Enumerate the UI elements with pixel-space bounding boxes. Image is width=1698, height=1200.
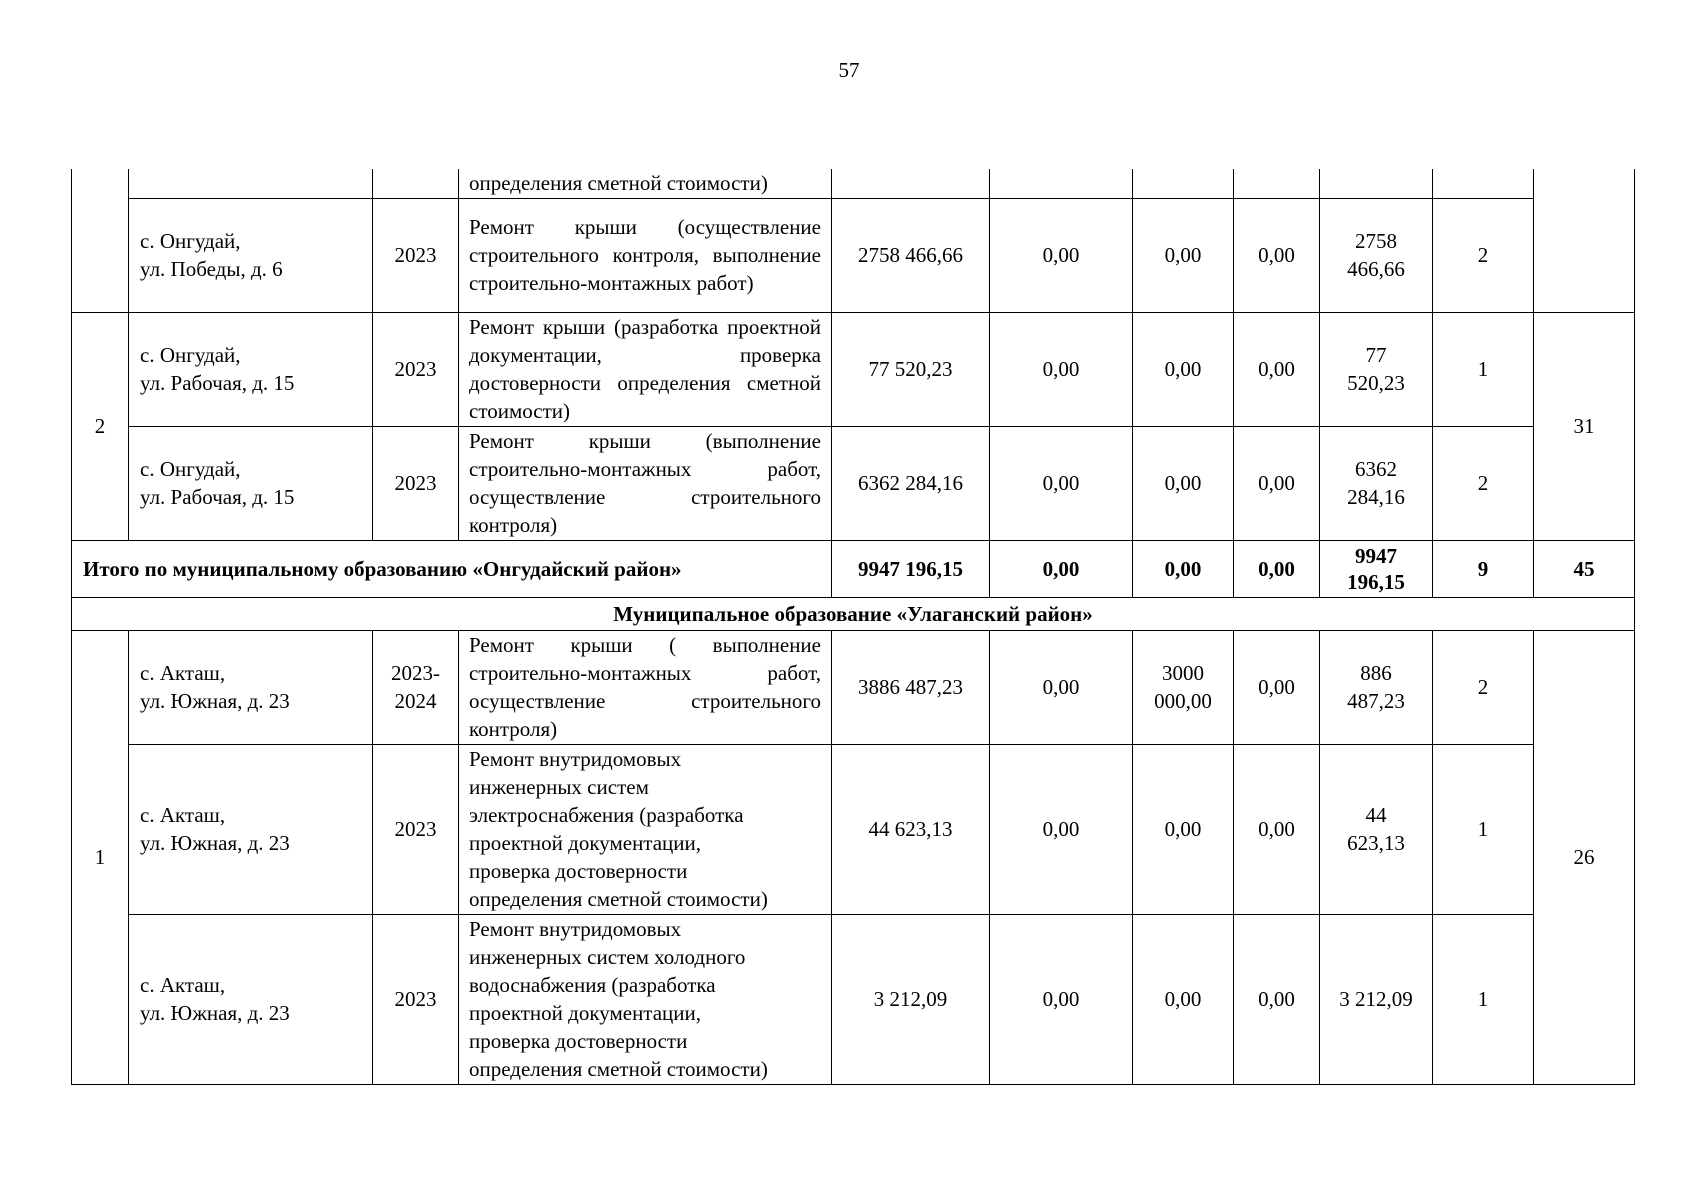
stage-cell: 9: [1433, 540, 1534, 597]
stage-cell: 1: [1433, 914, 1534, 1084]
region-budget-cell: 3000 000,00: [1133, 630, 1234, 744]
total-cost-cell: 44 623,13: [832, 744, 990, 914]
stage-cell: 2: [1433, 630, 1534, 744]
owners-funds-cell: 6362 284,16: [1320, 426, 1433, 540]
year-cell: 2023- 2024: [373, 630, 459, 744]
local-budget-cell: 0,00: [1234, 426, 1320, 540]
local-budget-cell: 0,00: [1234, 914, 1320, 1084]
owners-funds-cell: 2758 466,66: [1320, 198, 1433, 312]
apartments-cell: 31: [1534, 312, 1635, 540]
region-budget-cell: 0,00: [1133, 540, 1234, 597]
row-number-cell: [72, 169, 129, 312]
apartments-cell: 45: [1534, 540, 1635, 597]
owners-funds-cell: 886 487,23: [1320, 630, 1433, 744]
fund-cell: 0,00: [990, 744, 1133, 914]
stage-cell: 1: [1433, 312, 1534, 426]
table-row: [72, 198, 1635, 312]
fund-cell: 0,00: [990, 198, 1133, 312]
region-budget-cell: 0,00: [1133, 198, 1234, 312]
stage-cell: 1: [1433, 744, 1534, 914]
total-cost-cell: 3 212,09: [832, 914, 990, 1084]
total-row: [72, 540, 1635, 597]
local-budget-cell: 0,00: [1234, 198, 1320, 312]
work-cell: Ремонт крыши (осуществление строительного контроля, выполнение строительно-монтажных работ): [459, 198, 832, 312]
region-budget-cell: 0,00: [1133, 914, 1234, 1084]
region-budget-cell: 0,00: [1133, 426, 1234, 540]
work-cell: Ремонт внутридомовых инженерных систем холодного водоснабжения (разработка проектной документации, проверка достоверности определения сметной стоимости): [459, 914, 832, 1084]
fund-cell: 0,00: [990, 630, 1133, 744]
fund-cell: 0,00: [990, 312, 1133, 426]
work-cell: Ремонт крыши ( выполнение строительно-монтажных работ, осуществление строительного контроля): [459, 630, 832, 744]
work-cell: Ремонт внутридомовых инженерных систем электроснабжения (разработка проектной документации, проверка достоверности определения сметной стоимости): [459, 744, 832, 914]
stage-cell: 2: [1433, 198, 1534, 312]
row-number-cell: 1: [72, 630, 129, 1084]
address-cell: с. Онгудай, ул. Победы, д. 6: [129, 198, 373, 312]
repair-schedule-table: [71, 169, 1635, 1085]
table-row: [72, 744, 1635, 914]
total-cost-cell: 9947 196,15: [832, 540, 990, 597]
section-header-row: [72, 597, 1635, 630]
repair-schedule-table-wrapper: [71, 169, 1635, 1085]
year-cell: 2023: [373, 914, 459, 1084]
address-cell: с. Онгудай, ул. Рабочая, д. 15: [129, 312, 373, 426]
work-cell: Ремонт крыши (выполнение строительно-монтажных работ, осуществление строительного контроля): [459, 426, 832, 540]
page-number: 57: [838, 58, 860, 82]
year-cell: [373, 169, 459, 198]
apartments-cell: [1534, 169, 1635, 312]
total-cost-cell: 3886 487,23: [832, 630, 990, 744]
total-cost-cell: 77 520,23: [832, 312, 990, 426]
owners-funds-cell: 77 520,23: [1320, 312, 1433, 426]
table-row: [72, 312, 1635, 426]
stage-cell: [1433, 169, 1534, 198]
region-budget-cell: 0,00: [1133, 744, 1234, 914]
section-title: Муниципальное образование «Улаганский район»: [72, 597, 1635, 630]
local-budget-cell: [1234, 169, 1320, 198]
year-cell: 2023: [373, 312, 459, 426]
fund-cell: [990, 169, 1133, 198]
work-cell: Ремонт крыши (разработка проектной документации, проверка достоверности определения сметной стоимости): [459, 312, 832, 426]
local-budget-cell: 0,00: [1234, 744, 1320, 914]
table-row: [72, 630, 1635, 744]
owners-funds-cell: 9947 196,15: [1320, 540, 1433, 597]
local-budget-cell: 0,00: [1234, 312, 1320, 426]
work-cell: определения сметной стоимости): [459, 169, 832, 198]
year-cell: 2023: [373, 744, 459, 914]
fund-cell: 0,00: [990, 914, 1133, 1084]
address-cell: [129, 169, 373, 198]
total-cost-cell: [832, 169, 990, 198]
apartments-cell: 26: [1534, 630, 1635, 1084]
address-cell: с. Онгудай, ул. Рабочая, д. 15: [129, 426, 373, 540]
row-number-cell: 2: [72, 312, 129, 540]
total-label: Итого по муниципальному образованию «Онгудайский район»: [72, 540, 832, 597]
local-budget-cell: 0,00: [1234, 630, 1320, 744]
owners-funds-cell: 3 212,09: [1320, 914, 1433, 1084]
year-cell: 2023: [373, 198, 459, 312]
total-cost-cell: 6362 284,16: [832, 426, 990, 540]
owners-funds-cell: 44 623,13: [1320, 744, 1433, 914]
address-cell: с. Акташ, ул. Южная, д. 23: [129, 744, 373, 914]
fund-cell: 0,00: [990, 426, 1133, 540]
fund-cell: 0,00: [990, 540, 1133, 597]
stage-cell: 2: [1433, 426, 1534, 540]
table-row: [72, 914, 1635, 1084]
address-cell: с. Акташ, ул. Южная, д. 23: [129, 630, 373, 744]
local-budget-cell: 0,00: [1234, 540, 1320, 597]
owners-funds-cell: [1320, 169, 1433, 198]
table-row: [72, 169, 1635, 198]
address-cell: с. Акташ, ул. Южная, д. 23: [129, 914, 373, 1084]
total-cost-cell: 2758 466,66: [832, 198, 990, 312]
region-budget-cell: [1133, 169, 1234, 198]
table-row: [72, 426, 1635, 540]
region-budget-cell: 0,00: [1133, 312, 1234, 426]
year-cell: 2023: [373, 426, 459, 540]
